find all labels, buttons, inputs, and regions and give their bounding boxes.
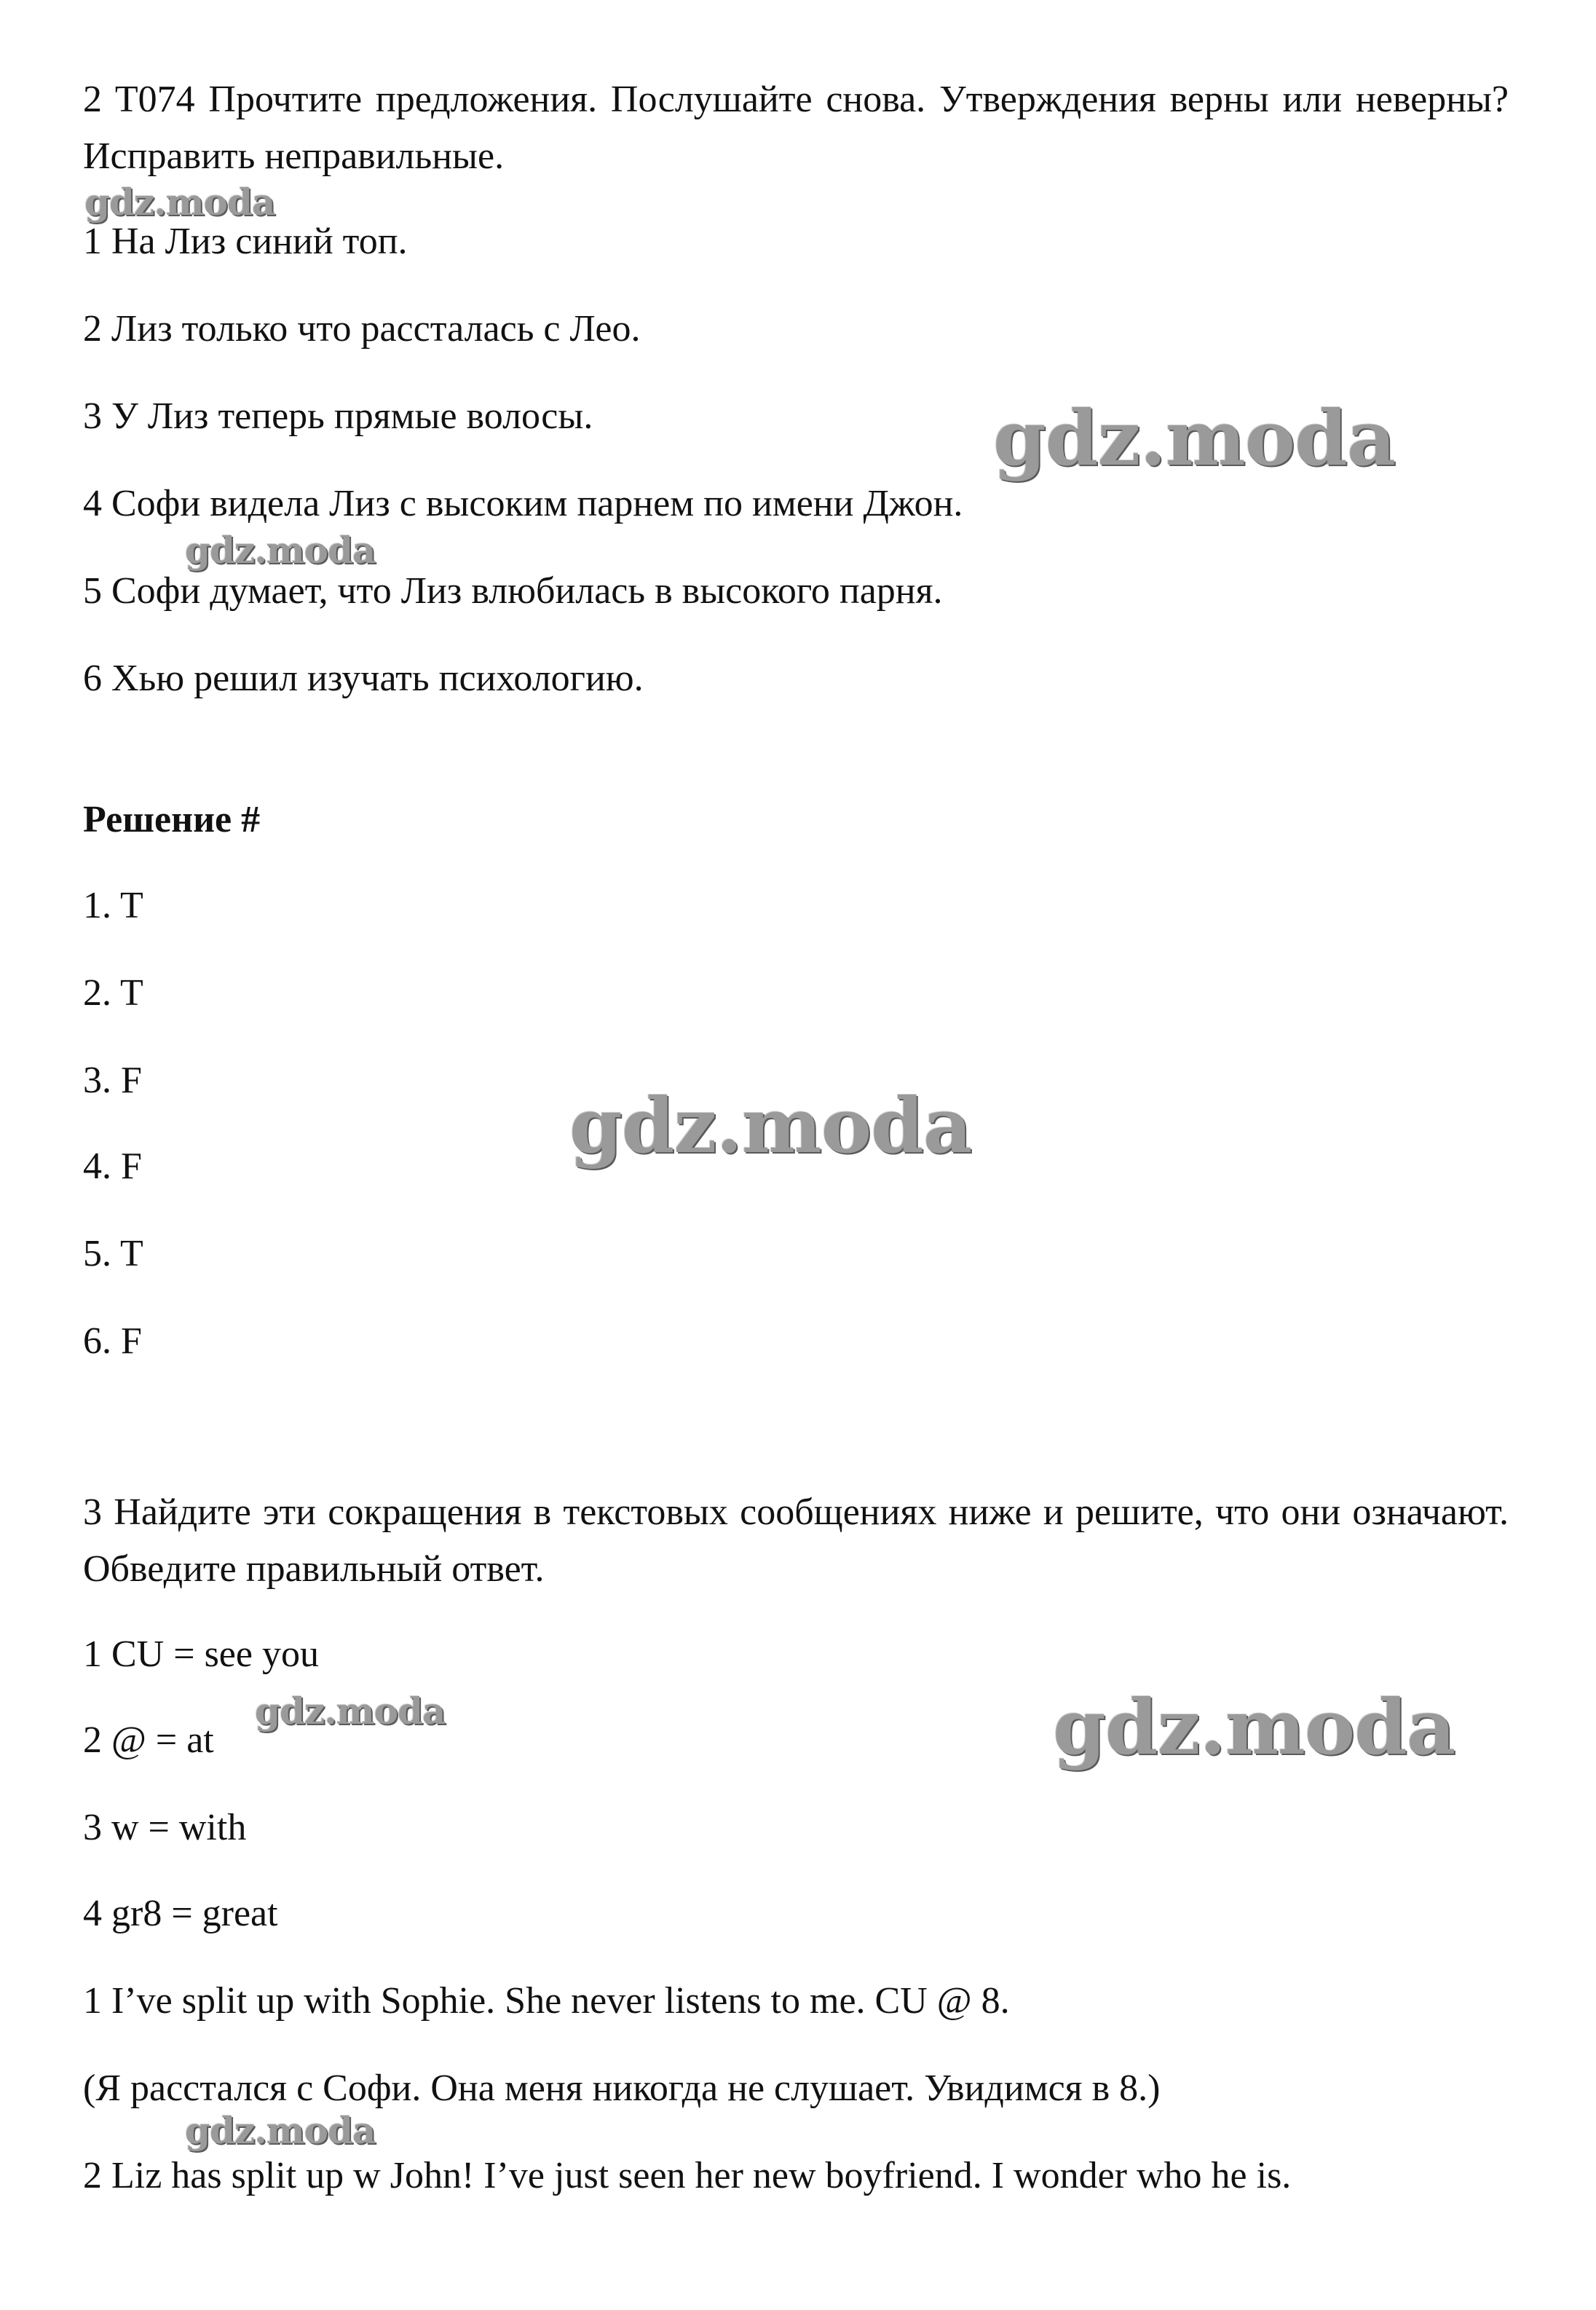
- answer-3: 3. F: [83, 1060, 142, 1101]
- abbreviation-3: 3 w = with: [83, 1807, 247, 1848]
- statement-6: 6 Хью решил изучать психологию.: [83, 658, 644, 699]
- answer-4: 4. F: [83, 1146, 142, 1187]
- message-1: 1 I’ve split up with Sophie. She never listens to me. CU @ 8.: [83, 1980, 1010, 2022]
- watermark: gdz.moda: [185, 2109, 376, 2152]
- watermark: gdz.moda: [84, 181, 275, 224]
- statement-1: 1 На Лиз синий топ.: [83, 221, 408, 262]
- watermark: gdz.moda: [569, 1081, 972, 1170]
- abbreviation-1: 1 CU = see you: [83, 1633, 319, 1675]
- task3-heading: 3 Найдите эти сокращения в текстовых сообщениях ниже и решите, что они означают. Обведите правильный ответ.: [83, 1491, 1509, 1590]
- task2-heading: 2 T074 Прочтите предложения. Послушайте снова. Утверждения верны или неверны? Исправить неправильные.: [83, 79, 1509, 177]
- answer-5: 5. T: [83, 1233, 143, 1274]
- abbreviation-4: 4 gr8 = great: [83, 1893, 278, 1934]
- statement-3: 3 У Лиз теперь прямые волосы.: [83, 395, 593, 437]
- message-2: 2 Liz has split up w John! I’ve just seen her new boyfriend. I wonder who he is.: [83, 2155, 1292, 2196]
- solution-title: Решение #: [83, 799, 261, 840]
- statement-5: 5 Софи думает, что Лиз влюбилась в высокого парня.: [83, 570, 943, 612]
- watermark: gdz.moda: [185, 529, 376, 572]
- watermark: gdz.moda: [255, 1690, 446, 1732]
- answer-6: 6. F: [83, 1320, 142, 1362]
- statement-2: 2 Лиз только что рассталась с Лео.: [83, 308, 641, 350]
- statement-4: 4 Софи видела Лиз с высоким парнем по имени Джон.: [83, 483, 963, 524]
- message-1-translation: (Я расстался с Софи. Она меня никогда не слушает. Увидимся в 8.): [83, 2067, 1161, 2109]
- watermark: gdz.moda: [993, 393, 1396, 483]
- answer-1: 1. T: [83, 885, 143, 926]
- watermark: gdz.moda: [1053, 1682, 1455, 1772]
- answer-2: 2. T: [83, 972, 143, 1014]
- abbreviation-2: 2 @ = at: [83, 1719, 214, 1761]
